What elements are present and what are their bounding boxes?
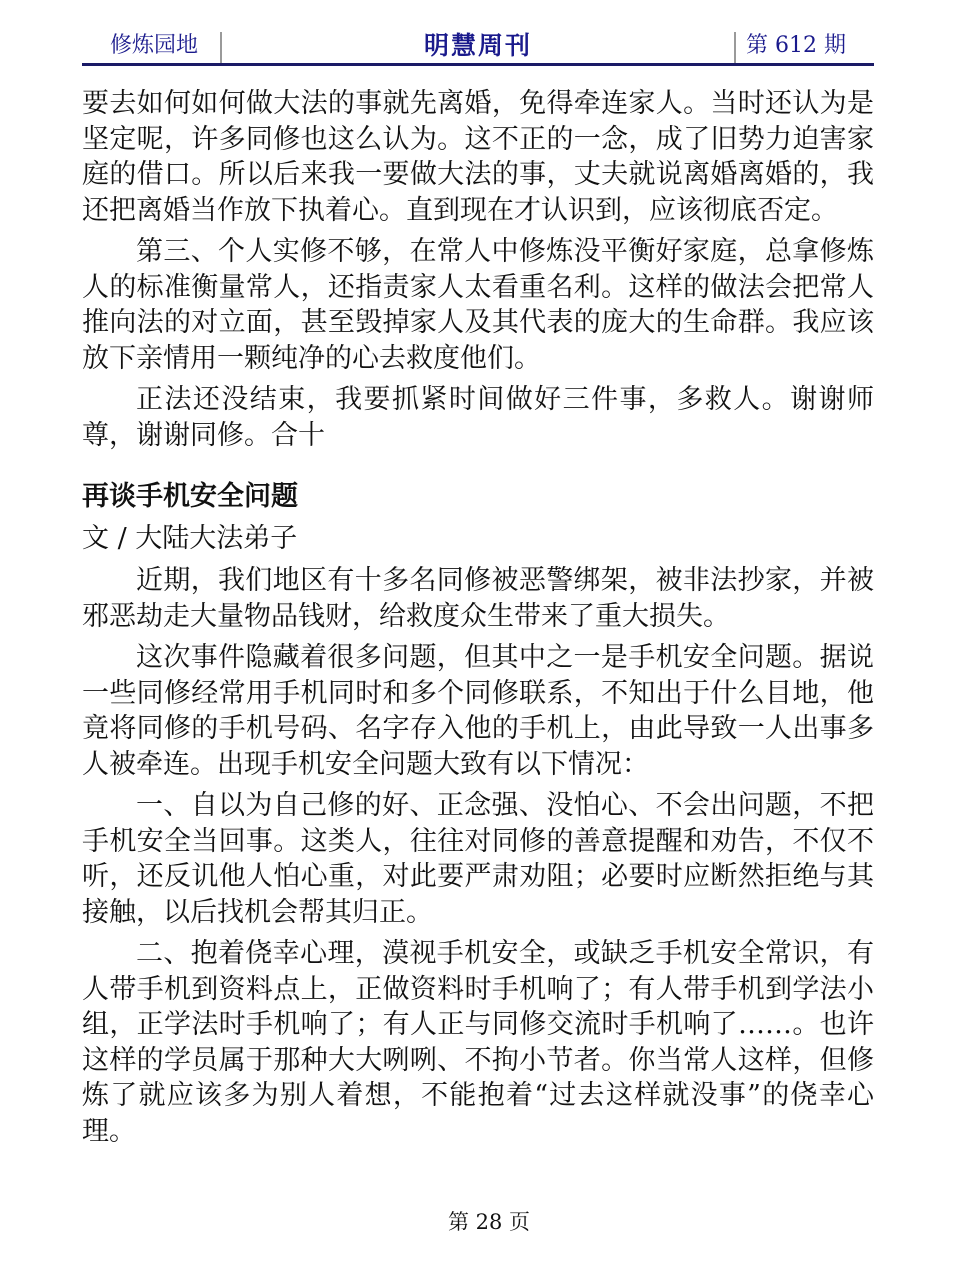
paragraph: 正法还没结束，我要抓紧时间做好三件事，多救人。谢谢师尊，谢谢同修。合十 <box>82 384 874 451</box>
header-rule <box>82 63 874 66</box>
article-title: 再谈手机安全问题 <box>82 481 298 512</box>
article-paragraph: 一、自以为自己修的好、正念强、没怕心、不会出问题，不把手机安全当回事。这类人，往往对同修的善意提醒和劝告，不仅不听，还反讥他人怕心重，对此要严肃劝阻；必要时应断然拒绝与其接触，以后找机会帮其归正。 <box>82 790 874 928</box>
issue-number: 第 612 期 <box>746 33 846 58</box>
paragraph: 第三、个人实修不够，在常人中修炼没平衡好家庭，总拿修炼人的标准衡量常人，还指责家人太看重名利。这样的做法会把常人推向法的对立面，甚至毁掉家人及其代表的庞大的生命群。我应该放下亲情用一颗纯净的心去救度他们。 <box>82 236 874 374</box>
section-label: 修炼园地 <box>110 33 199 58</box>
header-divider-right <box>734 32 736 64</box>
page-header <box>82 28 874 66</box>
article-paragraph: 近期，我们地区有十多名同修被恶警绑架，被非法抄家，并被邪恶劫走大量物品钱财，给救度众生带来了重大损失。 <box>82 565 874 632</box>
continued-paragraph: 要去如何如何做大法的事就先离婚，免得牵连家人。当时还认为是坚定呢，许多同修也这么认为。这不正的一念，成了旧势力迫害家庭的借口。所以后来我一要做大法的事，丈夫就说离婚离婚的，我还把离婚当作放下执着心。直到现在才认识到，应该彻底否定。 <box>82 88 874 226</box>
article-paragraph: 这次事件隐藏着很多问题，但其中之一是手机安全问题。据说一些同修经常用手机同时和多个同修联系，不知出于什么目地，他竟将同修的手机号码、名字存入他的手机上，由此导致一人出事多人被牵连。出现手机安全问题大致有以下情况： <box>82 642 874 780</box>
article-paragraph: 二、抱着侥幸心理，漠视手机安全，或缺乏手机安全常识，有人带手机到资料点上，正做资料时手机响了；有人带手机到学法小组，正学法时手机响了；有人正与同修交流时手机响了……。也许这样的学员属于那种大大咧咧、不拘小节者。你当常人这样，但修炼了就应该多为别人着想，不能抱着“过去这样就没事”的侥幸心理。 <box>82 938 874 1147</box>
page-content <box>82 86 874 1149</box>
publication-title: 明慧周刊 <box>423 31 532 60</box>
page-number: 第 28 页 <box>447 1210 531 1234</box>
article-byline: 文 / 大陆大法弟子 <box>82 523 298 554</box>
